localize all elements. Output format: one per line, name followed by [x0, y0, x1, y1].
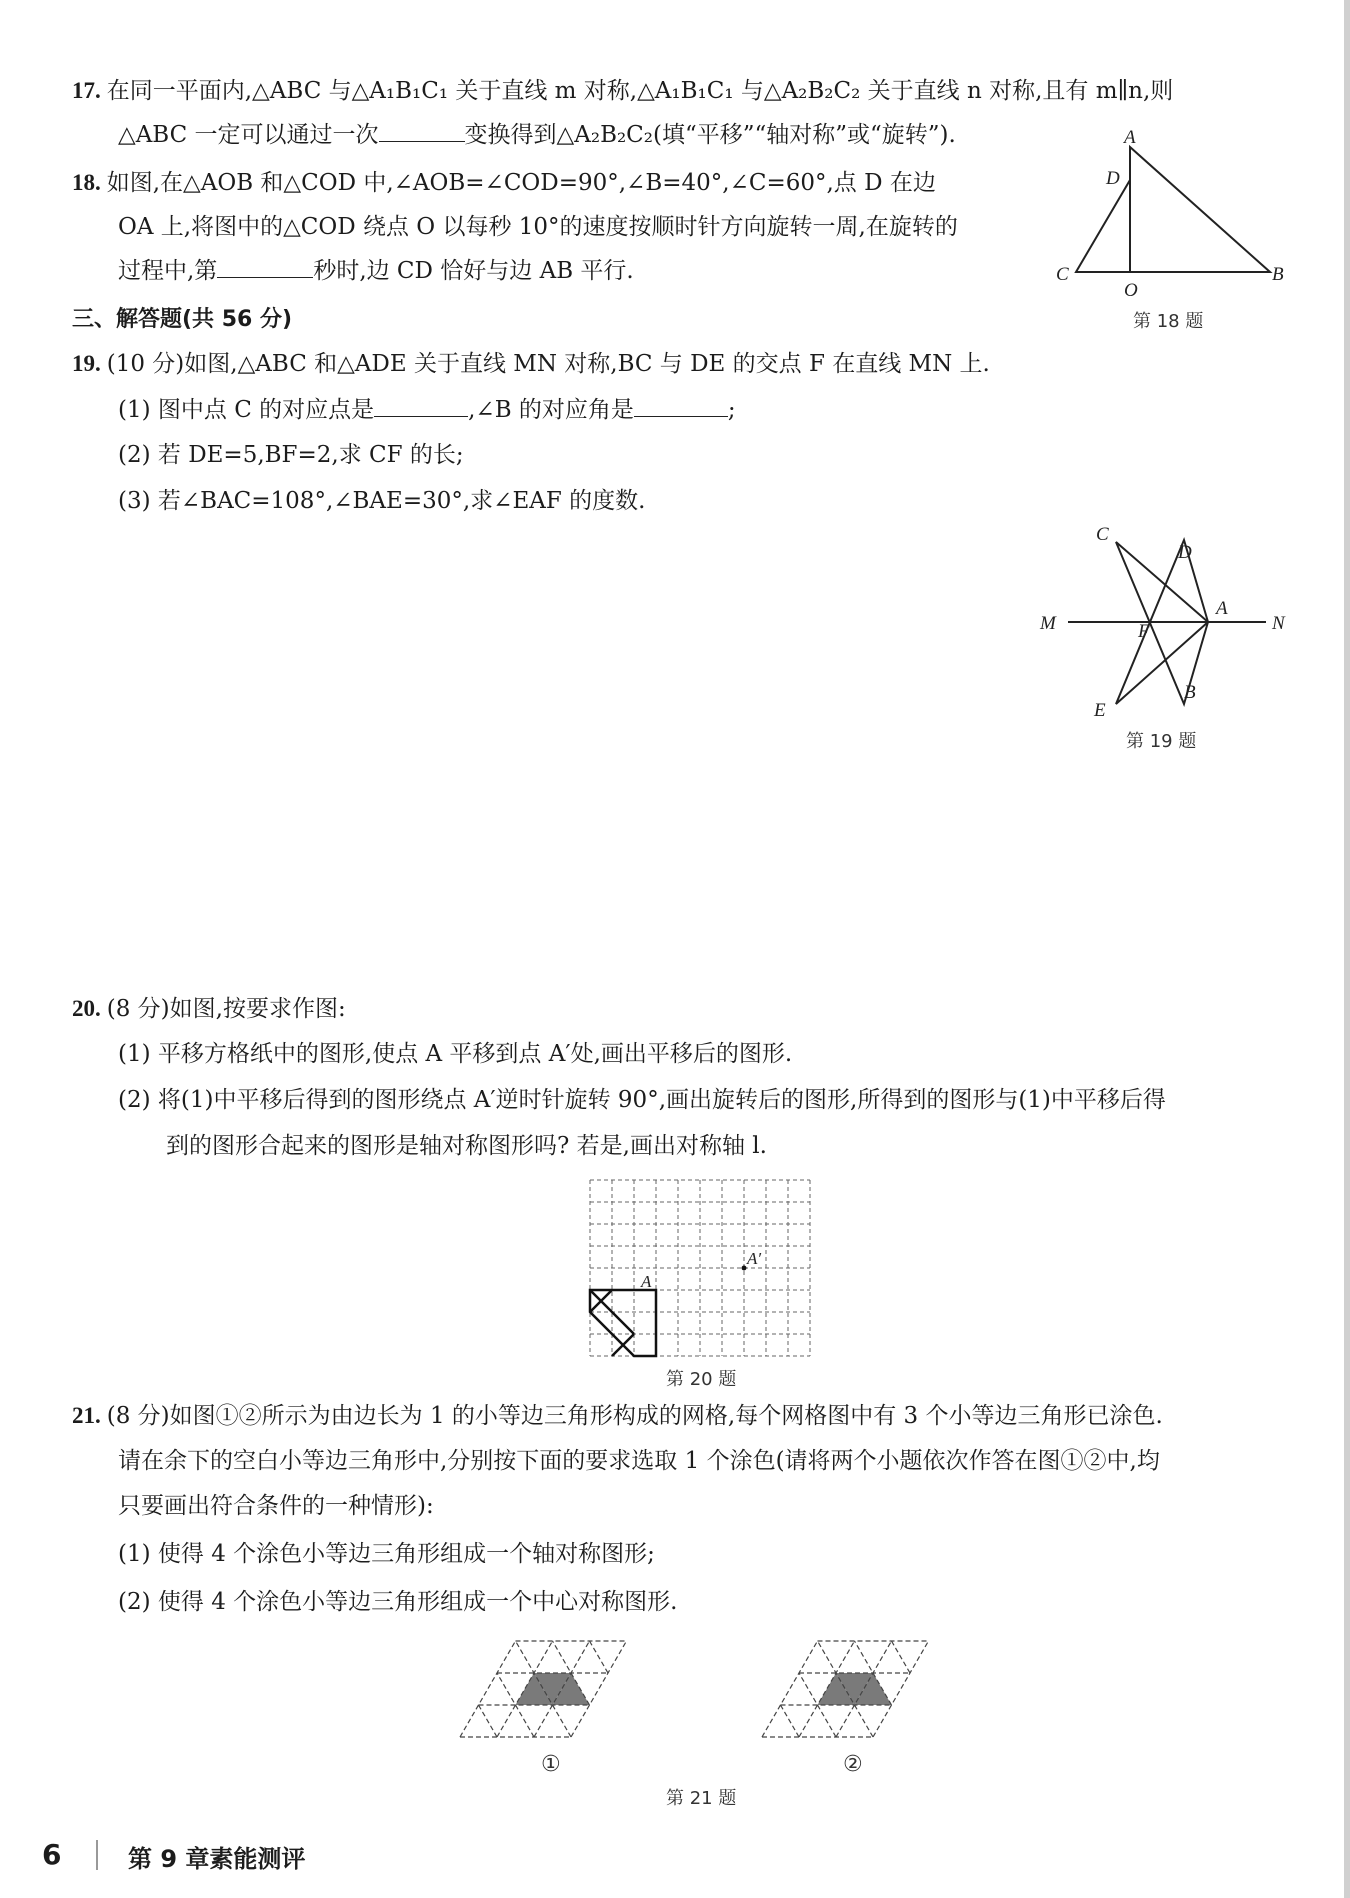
- q19-blank-2[interactable]: [634, 396, 728, 417]
- q17-line1: [72, 76, 1173, 106]
- q21-figure-1-label: ①: [541, 1752, 561, 1777]
- q18-text1: 如图,在△AOB 和△COD 中,∠AOB=∠COD=90°,∠B=40°,∠C=60°,点 D 在边: [106, 170, 936, 196]
- q20-intro-text: (8 分)如图,按要求作图:: [106, 996, 346, 1022]
- q18-label-c: C: [1056, 264, 1069, 285]
- q18-text3a: 过程中,第: [118, 258, 218, 284]
- q21-line2: 请在余下的空白小等边三角形中,分别按下面的要求选取 1 个涂色(请将两个小题依次作答在图①②中,均: [118, 1448, 1160, 1474]
- q20-part1: (1) 平移方格纸中的图形,使点 A 平移到点 A′处,画出平移后的图形.: [118, 1041, 793, 1067]
- grid-line: [781, 1705, 800, 1737]
- footer-divider: [96, 1840, 98, 1870]
- q18-number: 18.: [72, 170, 101, 195]
- q17-text1: 在同一平面内,△ABC 与△A₁B₁C₁ 关于直线 m 对称,△A₁B₁C₁ 与△A₂B₂C₂ 关于直线 n 对称,且有 m∥n,则: [106, 78, 1174, 104]
- q19-label-e: E: [1094, 700, 1106, 721]
- q18-line3: [118, 256, 634, 286]
- q17-text2a: △ABC 一定可以通过一次: [118, 122, 379, 148]
- q18-text3b: 秒时,边 CD 恰好与边 AB 平行.: [313, 258, 634, 284]
- q20-grid-figure: [590, 1180, 820, 1360]
- q19-label-f: F: [1138, 621, 1150, 642]
- section-3-heading: 三、解答题(共 56 分): [72, 307, 293, 332]
- q18-label-b: B: [1272, 264, 1284, 285]
- q19-part2: (2) 若 DE=5,BF=2,求 CF 的长;: [118, 442, 464, 468]
- q17-number: 17.: [72, 78, 101, 103]
- q21-figure-1: [460, 1638, 645, 1743]
- q18-label-a: A: [1124, 127, 1136, 148]
- q18-label-o: O: [1124, 280, 1138, 301]
- q19-label-c: C: [1096, 524, 1109, 545]
- q20-number: 20.: [72, 996, 101, 1021]
- q18-line1: [72, 168, 936, 198]
- q21-line1: [72, 1401, 1163, 1431]
- grid-line: [762, 1641, 818, 1737]
- q20-point-a-prime: [742, 1266, 747, 1271]
- q20-part2-line2: 到的图形合起来的图形是轴对称图形吗? 若是,画出对称轴 l.: [166, 1133, 767, 1159]
- q17-text2b: 变换得到△A₂B₂C₂(填“平移”“轴对称”或“旋转”).: [464, 122, 956, 148]
- q18-caption: 第 18 题: [1133, 311, 1204, 332]
- q19-intro: [72, 349, 990, 379]
- q20-part2-line1: (2) 将(1)中平移后得到的图形绕点 A′逆时针旋转 90°,画出旋转后的图形,所得到的图形与(1)中平移后得: [118, 1087, 1166, 1113]
- grid-line: [479, 1705, 498, 1737]
- q19-part1: [118, 395, 736, 425]
- q19-intro-text: (10 分)如图,△ABC 和△ADE 关于直线 MN 对称,BC 与 DE 的交点 F 在直线 MN 上.: [106, 351, 990, 377]
- q19-label-a: A: [1216, 598, 1228, 619]
- q18-figure: [1050, 127, 1300, 301]
- q19-label-n: N: [1272, 613, 1285, 634]
- q19-part3: (3) 若∠BAC=108°,∠BAE=30°,求∠EAF 的度数.: [118, 488, 646, 514]
- q21-line3: 只要画出符合条件的一种情形):: [118, 1493, 434, 1519]
- triangle-cod: [1076, 180, 1130, 272]
- q21-figure-2-label: ②: [843, 1752, 863, 1777]
- q21-part2: (2) 使得 4 个涂色小等边三角形组成一个中心对称图形.: [118, 1589, 678, 1615]
- q19-label-b: B: [1184, 682, 1196, 703]
- q20-caption: 第 20 题: [666, 1369, 737, 1390]
- q19-caption: 第 19 题: [1126, 731, 1197, 752]
- q20-grid-lines: [590, 1180, 810, 1356]
- q19-label-d: D: [1178, 542, 1192, 563]
- q21-part1: (1) 使得 4 个涂色小等边三角形组成一个轴对称图形;: [118, 1541, 655, 1567]
- grid-line: [460, 1641, 516, 1737]
- page-edge-rule: [1344, 0, 1350, 1898]
- q19-p1b: ,∠B 的对应角是: [468, 397, 634, 423]
- triangle-aob: [1130, 147, 1270, 272]
- q20-label-a: A: [641, 1272, 652, 1291]
- q21-caption: 第 21 题: [666, 1788, 737, 1809]
- q21-figure-2: [762, 1638, 947, 1743]
- q18-answer-blank[interactable]: [217, 257, 313, 278]
- q21-number: 21.: [72, 1403, 101, 1428]
- q19-p1a: (1) 图中点 C 的对应点是: [118, 397, 375, 423]
- footer-title: 第 9 章素能测评: [128, 1845, 306, 1873]
- footer-page-number: 6: [42, 1838, 62, 1871]
- q18-line2: OA 上,将图中的△COD 绕点 O 以每秒 10°的速度按顺时针方向旋转一周,在旋转的: [118, 214, 958, 240]
- q18-label-d: D: [1106, 168, 1120, 189]
- q20-intro: [72, 994, 346, 1024]
- q19-p1c: ;: [727, 397, 736, 423]
- grid-line: [590, 1641, 609, 1673]
- q19-number: 19.: [72, 351, 101, 376]
- q17-line2: [118, 120, 956, 150]
- q19-blank-1[interactable]: [374, 396, 468, 417]
- q21-text1: (8 分)如图①②所示为由边长为 1 的小等边三角形构成的网格,每个网格图中有 3 个小等边三角形已涂色.: [106, 1403, 1163, 1429]
- q20-label-a-prime: A′: [747, 1249, 762, 1268]
- q17-answer-blank[interactable]: [379, 121, 465, 142]
- q19-figure: [1030, 520, 1300, 720]
- q19-label-m: M: [1040, 613, 1056, 634]
- grid-line: [892, 1641, 911, 1673]
